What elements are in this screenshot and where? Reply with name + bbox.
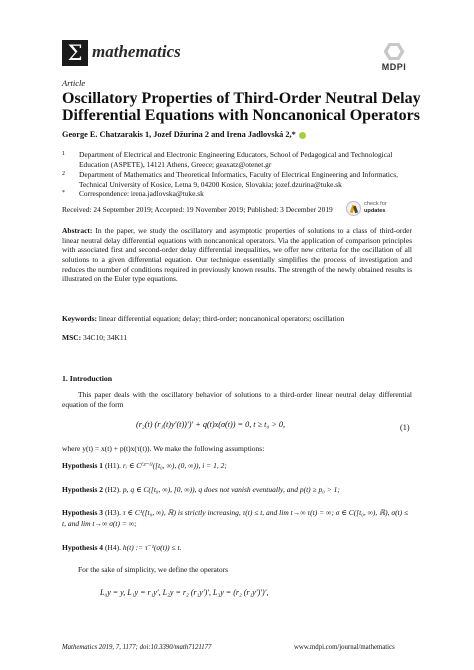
mdpi-hexagon-icon xyxy=(384,43,405,60)
affiliation-marker: * xyxy=(62,190,65,196)
keywords-label: Keywords: xyxy=(62,314,97,323)
hypothesis-label: Hypothesis 2 xyxy=(62,485,104,494)
footer-journal-url[interactable]: www.mdpi.com/journal/mathematics xyxy=(294,644,395,651)
equation-1 xyxy=(0,417,474,439)
hypothesis-tag: (H2). xyxy=(104,485,121,494)
journal-logo: Σ xyxy=(62,40,88,66)
paper-title: Oscillatory Properties of Third-Order Neutral Delay Differential Equations with Noncanonical Operators xyxy=(62,90,421,124)
hypothesis-3 xyxy=(62,508,412,529)
keywords xyxy=(62,314,412,324)
orcid-icon[interactable] xyxy=(299,132,306,139)
intro-paragraph: This paper deals with the oscillatory behavior of solutions to a third-order linear neutral delay differential equation of the form xyxy=(62,390,412,409)
section-heading: 1. Introduction xyxy=(62,374,113,383)
abstract-label: Abstract: xyxy=(62,226,93,235)
check-updates-icon xyxy=(346,201,361,216)
correspondence-text: Correspondence: irena.jadlovska@tuke.sk xyxy=(79,189,204,198)
operators-body: L₀y = y, L₁y = r₁y′, L₂y = r₂ (r₁y′)′, L₃y = (r₂ (r₁y′)′)′, xyxy=(100,588,269,597)
hypothesis-text: rᵢ ∈ C⁽³⁻ⁱ⁾([t₀, ∞), (0, ∞)), i = 1, 2; xyxy=(122,461,227,470)
msc-label: MSC: xyxy=(62,333,82,342)
authors-text: George E. Chatzarakis 1, Jozef Džurina 2 and Irena Jadlovská 2,* xyxy=(62,130,296,139)
check-for-updates-button[interactable] xyxy=(346,200,408,217)
affiliation-text: Department of Electrical and Electronic Engineering Educators, School of Pedagogical and Technological Education (ASPETE), 14121 Athens, Greece; geaxatz@otenet.gr xyxy=(79,150,393,169)
abstract-text: In the paper, we study the oscillatory and asymptotic properties of solutions to a class of third-order linear neutral delay differential equations with noncanonical operators. Via the application of comparison principles with associated first and second-order delay differential inequalities, we offer new criteria for the oscillation of all solutions to a given differential equation. Our technique essentially simplifies the process of investigation and reduces the number of conditions required in previously known results. The strength of the newly obtained results is illustrated on the Euler type equations. xyxy=(62,226,412,284)
mdpi-logo-text: MDPI xyxy=(381,62,407,72)
mdpi-logo[interactable] xyxy=(376,43,412,72)
affiliation-text: Department of Mathematics and Theoretical Informatics, Faculty of Electrical Engineering and Informatics, Technical University of Kosice, Letna 9, 04200 Kosice, Slovakia; jozef.dzurina@tuke.sk xyxy=(79,170,398,189)
hypothesis-1 xyxy=(62,461,412,472)
hypothesis-text: τ ∈ C¹([t₀, ∞), ℝ) is strictly increasing, τ(t) ≤ t, and lim t→∞ τ(t) = ∞; σ ∈ C([t₀, ∞), ℝ), σ(t) ≤ t, and lim t→∞ σ(t) = ∞; xyxy=(62,508,409,528)
article-type: Article xyxy=(62,78,86,88)
equation-1-number: (1) xyxy=(400,423,410,432)
hypothesis-label: Hypothesis 3 xyxy=(62,508,104,517)
abstract xyxy=(62,226,412,284)
hypothesis-label: Hypothesis 1 xyxy=(62,461,104,470)
hypothesis-label: Hypothesis 4 xyxy=(62,543,104,552)
hypothesis-tag: (H4). xyxy=(104,543,121,552)
hypothesis-tag: (H3). xyxy=(104,508,121,517)
check-updates-label: check for updates xyxy=(364,201,387,214)
affiliation-marker: 1 xyxy=(62,151,65,157)
correspondence xyxy=(62,189,422,199)
keywords-text: linear differential equation; delay; third-order; noncanonical operators; oscillation xyxy=(98,314,345,323)
hypothesis-2 xyxy=(62,485,412,496)
author-list xyxy=(62,130,306,139)
affiliation-marker: 2 xyxy=(62,171,65,177)
affiliation-2 xyxy=(62,170,422,189)
footer-citation: Mathematics 2019, 7, 1177; doi:10.3390/math7121177 xyxy=(62,644,212,651)
equation-1-body: (r₂(t) (r₁(t)y′(t))′)′ + q(t)x(σ(t)) = 0, t ≥ t₀ > 0, xyxy=(136,420,286,429)
where-text: where y(t) = x(t) + p(t)x(τ(t)). We make the following assumptions: xyxy=(62,444,265,453)
hypothesis-4 xyxy=(62,543,412,554)
msc-codes xyxy=(62,333,412,343)
hypothesis-tag: (H1). xyxy=(104,461,121,470)
publication-dates: Received: 24 September 2019; Accepted: 19 November 2019; Published: 3 December 2019 xyxy=(62,205,333,214)
affiliation-1 xyxy=(62,150,422,169)
hypothesis-text: p, q ∈ C([t₀, ∞), [0, ∞)), q does not vanish eventually, and p(t) ≥ p₀ > 1; xyxy=(122,485,340,494)
operators-intro: For the sake of simplicity, we define the operators xyxy=(78,565,229,574)
msc-text: 34C10; 34K11 xyxy=(83,333,128,342)
journal-name: mathematics xyxy=(92,42,181,61)
hypothesis-text: h(t) := τ⁻¹(σ(t)) ≤ t. xyxy=(122,543,182,552)
